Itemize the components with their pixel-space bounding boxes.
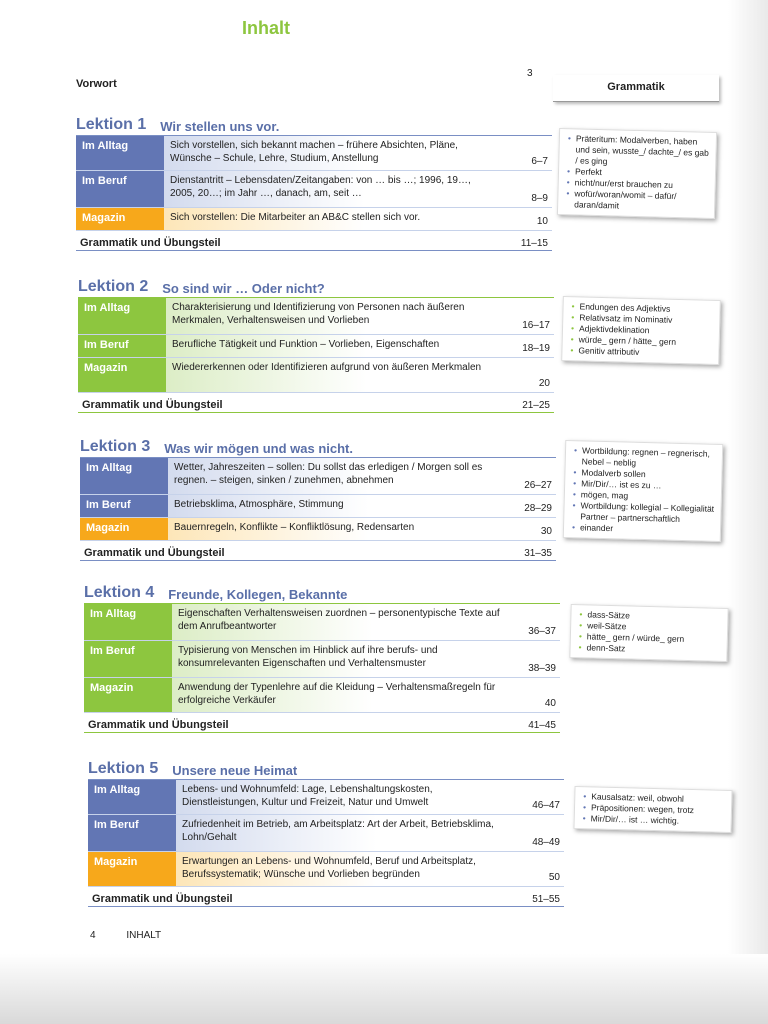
row-label: Im Beruf — [78, 335, 166, 357]
lesson-number: Lektion 2 — [78, 278, 149, 295]
row-text: Charakterisierung und Identifizierung von Personen nach äußeren Merkmalen, Verhaltensweisen und Vorlieben — [166, 298, 500, 334]
row-text: Betriebsklima, Atmosphäre, Stimmung — [168, 495, 502, 517]
note-item: • Perfekt — [575, 166, 709, 181]
row-page: 48–49 — [532, 837, 560, 848]
row-im-beruf — [80, 495, 556, 518]
lesson-title: So sind wir … Oder nicht? — [162, 281, 325, 296]
row-label: Im Alltag — [78, 298, 166, 334]
vorwort-label: Vorwort — [76, 78, 117, 90]
note-item: • Adjektivdeklination — [579, 323, 713, 338]
vorwort-page: 3 — [527, 68, 533, 79]
lesson-5 — [88, 756, 564, 907]
note-item: • würde_ gern / hätte_ gern — [579, 334, 713, 349]
row-text: Dienstantritt – Lebensdaten/Zeitangaben: von … bis …; 1996, 19…, 2005, 20…; im Jahr …, danach, am, seit … — [164, 171, 498, 207]
row-im-alltag — [78, 298, 554, 335]
row-im-alltag — [84, 604, 560, 641]
row-im-alltag — [88, 780, 564, 815]
grammar-note-3 — [563, 440, 724, 542]
grammatik-header: Grammatik — [553, 75, 719, 102]
note-item: • nicht/nur/erst brauchen zu — [575, 177, 709, 192]
row-text: Eigenschaften Verhaltensweisen zuordnen – personentypische Texte auf dem Anrufbeantworter — [172, 604, 506, 640]
lesson-number: Lektion 5 — [88, 760, 159, 777]
grammar-page: 51–55 — [532, 894, 560, 905]
lesson-heading — [88, 756, 564, 780]
lesson-heading — [76, 112, 552, 136]
row-text: Bauernregeln, Konflikte – Konfliktlösung, Redensarten — [168, 518, 502, 540]
row-label: Im Beruf — [80, 495, 168, 517]
grammar-page: 21–25 — [522, 400, 550, 411]
footer-label: INHALT — [126, 930, 162, 941]
row-label: Im Beruf — [88, 815, 176, 851]
row-page: 30 — [540, 526, 552, 537]
note-item: • Endungen des Adjektivs — [579, 301, 713, 316]
row-im-beruf — [76, 171, 552, 208]
note-item: • Wortbildung: regnen – regnerisch, Nebel – neblig — [582, 445, 717, 471]
note-item: • Genitiv attributiv — [578, 345, 712, 360]
row-label: Im Alltag — [76, 136, 164, 170]
page-bottom-shadow — [0, 954, 768, 1024]
row-page: 18–19 — [522, 343, 550, 354]
row-text: Wetter, Jahreszeiten – sollen: Du sollst das erledigen / Morgen soll es regnen. – steigen, sinken / zunehmen, abnehmen — [168, 458, 502, 494]
note-item: • einander — [580, 522, 714, 537]
note-item: • Kausalsatz: weil, obwohl — [591, 791, 725, 806]
row-page: 6–7 — [531, 156, 548, 167]
row-label: Im Beruf — [76, 171, 164, 207]
row-label: Magazin — [78, 358, 166, 392]
lesson-title: Freunde, Kollegen, Bekannte — [168, 587, 348, 602]
row-text: Berufliche Tätigkeit und Funktion – Vorlieben, Eigenschaften — [166, 335, 500, 357]
grammar-exercises-row — [80, 541, 556, 561]
page-title: Inhalt — [242, 18, 290, 38]
grammar-note-1 — [557, 128, 717, 219]
row-page: 40 — [544, 698, 556, 709]
row-label: Im Alltag — [80, 458, 168, 494]
grammar-exercises-row — [84, 713, 560, 733]
note-item: • Wortbildung: kollegial – Kollegialität Partner – partnerschaftlich — [580, 500, 715, 526]
row-page: 16–17 — [522, 320, 550, 331]
note-item: • mögen, mag — [581, 489, 715, 504]
row-label: Im Beruf — [84, 641, 172, 677]
lesson-2 — [78, 274, 554, 413]
row-im-beruf — [78, 335, 554, 358]
row-text: Anwendung der Typenlehre auf die Kleidung – Verhaltensmaßregeln für erfolgreiche Verkäufer — [172, 678, 506, 712]
footer-page-number: 4 — [90, 930, 96, 941]
lesson-3 — [80, 434, 556, 561]
row-page: 46–47 — [532, 800, 560, 811]
note-item: • dass-Sätze — [587, 609, 721, 624]
note-item: • denn-Satz — [586, 642, 720, 657]
note-item: • Präteritum: Modalverben, haben und sein, wusste_/ dachte_/ es gab / es ging — [575, 133, 710, 169]
row-magazin — [76, 208, 552, 231]
lesson-title: Unsere neue Heimat — [172, 763, 298, 778]
row-page: 26–27 — [524, 480, 552, 491]
row-page: 20 — [538, 378, 550, 389]
lesson-title: Wir stellen uns vor. — [160, 119, 280, 134]
row-im-alltag — [80, 458, 556, 495]
row-text: Zufriedenheit im Betrieb, am Arbeitsplatz: Art der Arbeit, Betriebsklima, Lohn/Gehalt — [176, 815, 510, 851]
lesson-heading — [80, 434, 556, 458]
row-text: Typisierung von Menschen im Hinblick auf ihre berufs- und konsumrelevanten Eigenschaften und Verhaltensmuster — [172, 641, 506, 677]
row-page: 38–39 — [528, 663, 556, 674]
row-magazin — [80, 518, 556, 541]
grammar-label: Grammatik und Übungsteil — [88, 719, 229, 731]
grammar-page: 31–35 — [524, 548, 552, 559]
row-label: Magazin — [76, 208, 164, 230]
note-item: • hätte_ gern / würde_ gern — [587, 631, 721, 646]
row-page: 28–29 — [524, 503, 552, 514]
row-im-beruf — [88, 815, 564, 852]
row-page: 50 — [548, 872, 560, 883]
row-magazin — [78, 358, 554, 393]
grammar-note-4 — [569, 604, 728, 662]
row-label: Magazin — [84, 678, 172, 712]
grammar-page: 41–45 — [528, 720, 556, 731]
lesson-1 — [76, 112, 552, 251]
row-page: 10 — [536, 216, 548, 227]
grammar-page: 11–15 — [520, 238, 548, 249]
row-im-beruf — [84, 641, 560, 678]
note-item: • weil-Sätze — [587, 620, 721, 635]
row-page: 36–37 — [528, 626, 556, 637]
note-item: • Mir/Dir/… ist es zu … — [581, 478, 715, 493]
grammar-exercises-row — [78, 393, 554, 413]
page-footer — [90, 930, 189, 941]
lesson-4 — [84, 580, 560, 733]
note-item: • Präpositionen: wegen, trotz — [591, 802, 725, 817]
grammar-exercises-row — [76, 231, 552, 251]
grammar-label: Grammatik und Übungsteil — [92, 893, 233, 905]
row-text: Erwartungen an Lebens- und Wohnumfeld, Beruf und Arbeitsplatz, Berufssystematik; Wünsche und Vorlieben begründen — [176, 852, 510, 886]
row-text: Wiedererkennen oder Identifizieren aufgrund von äußeren Merkmalen — [166, 358, 500, 392]
grammar-note-5 — [573, 786, 732, 833]
row-page: 8–9 — [531, 193, 548, 204]
note-item: • Mir/Dir/… ist … wichtig. — [591, 813, 725, 828]
page-edge-shadow — [728, 0, 768, 1024]
note-item: • Modalverb sollen — [581, 467, 715, 482]
lesson-number: Lektion 4 — [84, 584, 155, 601]
row-label: Magazin — [88, 852, 176, 886]
lesson-heading — [84, 580, 560, 604]
row-im-alltag — [76, 136, 552, 171]
note-item: • wofür/woran/womit – dafür/ daran/damit — [574, 188, 709, 214]
lesson-number: Lektion 3 — [80, 438, 151, 455]
grammar-label: Grammatik und Übungsteil — [84, 547, 225, 559]
note-item: • Relativsatz im Nominativ — [579, 312, 713, 327]
row-label: Im Alltag — [84, 604, 172, 640]
grammar-exercises-row — [88, 887, 564, 907]
row-text: Sich vorstellen: Die Mitarbeiter an AB&C stellen sich vor. — [164, 208, 498, 230]
grammar-label: Grammatik und Übungsteil — [80, 237, 221, 249]
row-text: Lebens- und Wohnumfeld: Lage, Lebenshaltungskosten, Dienstleistungen, Kultur und Freizeit, Natur und Umwelt — [176, 780, 510, 814]
row-label: Magazin — [80, 518, 168, 540]
lesson-number: Lektion 1 — [76, 116, 147, 133]
lesson-title: Was wir mögen und was nicht. — [164, 441, 353, 456]
row-magazin — [88, 852, 564, 887]
grammar-label: Grammatik und Übungsteil — [82, 399, 223, 411]
row-label: Im Alltag — [88, 780, 176, 814]
row-text: Sich vorstellen, sich bekannt machen – frühere Absichten, Pläne, Wünsche – Schule, Lehre, Studium, Anstellung — [164, 136, 498, 170]
lesson-heading — [78, 274, 554, 298]
row-magazin — [84, 678, 560, 713]
grammar-note-2 — [561, 296, 721, 365]
